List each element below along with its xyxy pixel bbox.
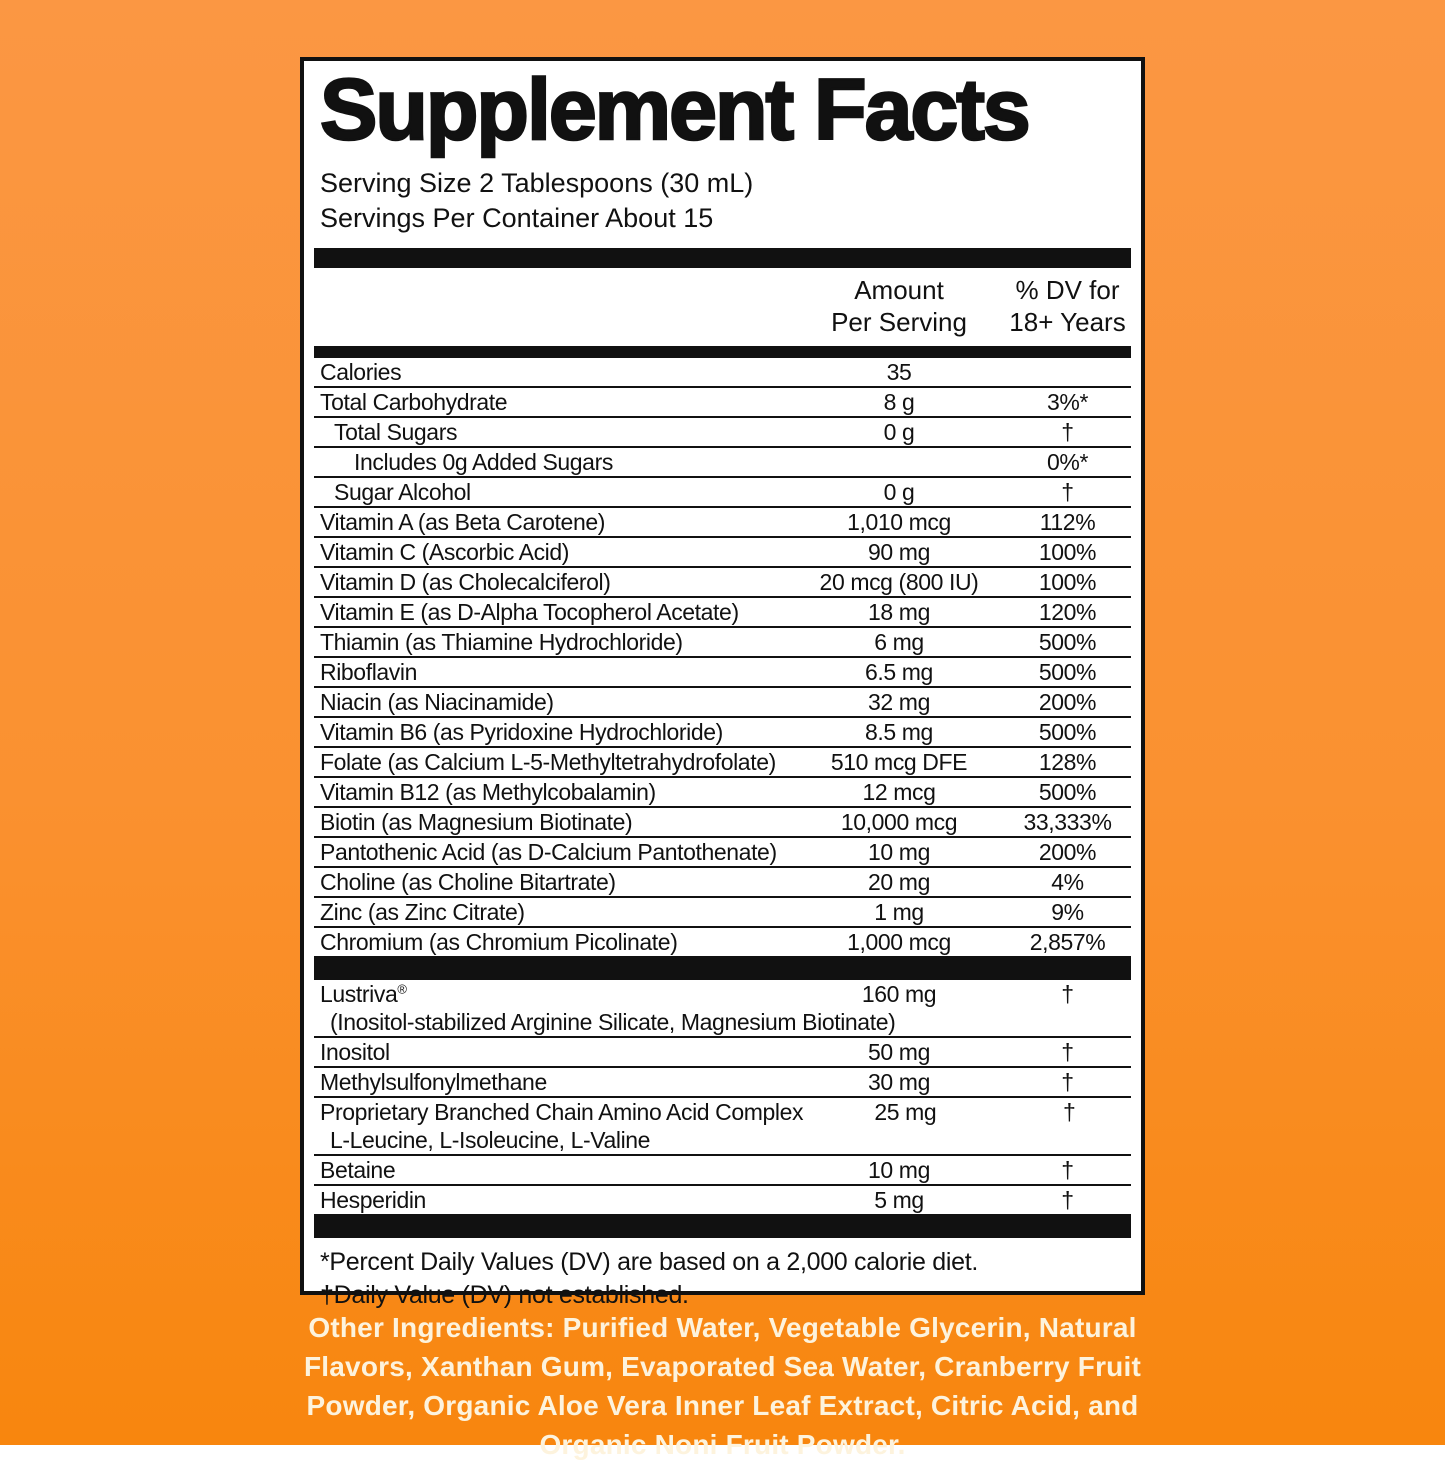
nutrient-name: Lustriva® xyxy=(320,980,407,1007)
column-header-dv xyxy=(1004,274,1131,338)
nutrient-amount: 0 g xyxy=(883,418,915,445)
footnote-percent-dv: *Percent Daily Values (DV) are based on a 2,000 calorie diet. xyxy=(320,1248,978,1277)
nutrient-amount: 0 g xyxy=(883,478,915,505)
nutrient-row xyxy=(314,538,1131,568)
nutrient-row xyxy=(314,688,1131,718)
nutrient-row xyxy=(314,1068,1131,1098)
nutrient-amount: 10 mg xyxy=(868,1156,930,1183)
nutrient-dv: 100% xyxy=(1038,538,1097,565)
nutrient-name: Choline (as Choline Bitartrate) xyxy=(320,868,616,895)
nutrient-amount: 20 mcg (800 IU) xyxy=(819,568,979,595)
trademark-symbol: ® xyxy=(397,981,407,996)
nutrient-amount: 8 g xyxy=(883,388,915,415)
nutrient-row xyxy=(314,980,1131,1038)
divider-bar-top xyxy=(314,248,1131,268)
nutrient-dv: 9% xyxy=(1051,898,1084,925)
nutrient-name: Chromium (as Chromium Picolinate) xyxy=(320,928,678,955)
nutrient-name: Vitamin C (Ascorbic Acid) xyxy=(320,538,570,565)
nutrient-row xyxy=(314,478,1131,508)
nutrient-dv: † xyxy=(1063,1098,1076,1125)
nutrient-name: Sugar Alcohol xyxy=(334,478,471,505)
nutrient-subline: (Inositol-stabilized Arginine Silicate, Magnesium Biotinate) xyxy=(330,1008,896,1035)
nutrient-dv: 100% xyxy=(1038,568,1097,595)
nutrient-name: Vitamin B6 (as Pyridoxine Hydrochloride) xyxy=(320,718,723,745)
nutrient-name: Total Carbohydrate xyxy=(320,388,508,415)
nutrient-amount: 1 mg xyxy=(874,898,924,925)
serving-info xyxy=(314,166,1131,236)
amount-header-line2: Per Serving xyxy=(831,307,967,338)
nutrient-amount: 510 mcg DFE xyxy=(830,748,968,775)
nutrient-subline: L-Leucine, L-Isoleucine, L-Valine xyxy=(330,1126,651,1153)
nutrient-dv: 3%* xyxy=(1047,388,1088,415)
nutrient-dv: † xyxy=(1061,1186,1074,1213)
nutrient-amount: 160 mg xyxy=(861,980,937,1007)
amount-header-line1: Amount xyxy=(854,275,944,306)
divider-bar-header xyxy=(314,346,1131,358)
nutrient-table-extra xyxy=(314,980,1131,1216)
footnotes xyxy=(314,1238,1131,1312)
nutrient-dv: 112% xyxy=(1039,508,1096,535)
nutrient-name: Betaine xyxy=(320,1156,396,1183)
nutrient-dv: 500% xyxy=(1038,628,1097,655)
nutrient-table-main xyxy=(314,358,1131,958)
nutrient-name: Thiamin (as Thiamine Hydrochloride) xyxy=(320,628,683,655)
nutrient-name: Vitamin A (as Beta Carotene) xyxy=(320,508,605,535)
nutrient-amount: 90 mg xyxy=(868,538,930,565)
serving-size-text: Serving Size 2 Tablespoons (30 mL) xyxy=(320,168,754,199)
nutrient-dv: 500% xyxy=(1038,778,1097,805)
nutrient-name: Hesperidin xyxy=(320,1186,426,1213)
nutrient-row xyxy=(314,358,1131,388)
servings-per-container-text: Servings Per Container About 15 xyxy=(320,203,714,234)
nutrient-row xyxy=(314,718,1131,748)
nutrient-amount: 12 mcg xyxy=(862,778,936,805)
column-header-amount xyxy=(794,274,1004,338)
footnote-dagger: †Daily Value (DV) not established. xyxy=(320,1281,689,1310)
nutrient-amount: 8.5 mg xyxy=(865,718,933,745)
nutrient-row xyxy=(314,838,1131,868)
nutrient-row xyxy=(314,658,1131,688)
nutrient-amount: 10 mg xyxy=(868,838,930,865)
nutrient-row xyxy=(314,868,1131,898)
nutrient-row xyxy=(314,628,1131,658)
nutrient-name: Proprietary Branched Chain Amino Acid Complex xyxy=(320,1098,804,1125)
nutrient-dv: † xyxy=(1061,1156,1074,1183)
divider-bar-bottom xyxy=(314,1216,1131,1238)
nutrient-amount: 30 mg xyxy=(868,1068,930,1095)
nutrient-dv: 120% xyxy=(1038,598,1097,625)
nutrient-dv: † xyxy=(1061,478,1074,505)
nutrient-name: Riboflavin xyxy=(320,658,417,685)
divider-bar-middle xyxy=(314,958,1131,980)
nutrient-dv: † xyxy=(1061,1068,1074,1095)
nutrient-dv: 500% xyxy=(1038,658,1097,685)
nutrient-name: Folate (as Calcium L-5-Methyltetrahydrofolate) xyxy=(320,748,776,775)
nutrient-row xyxy=(314,898,1131,928)
supplement-facts-panel xyxy=(300,57,1145,1310)
nutrient-name: Vitamin E (as D-Alpha Tocopherol Acetate) xyxy=(320,598,739,625)
nutrient-name: Niacin (as Niacinamide) xyxy=(320,688,554,715)
nutrient-dv: 500% xyxy=(1038,718,1097,745)
nutrient-row xyxy=(314,1156,1131,1186)
nutrient-row xyxy=(314,568,1131,598)
other-ingredients-text: Other Ingredients: Purified Water, Vegetable Glycerin, Natural Flavors, Xanthan Gum, Evaporated Sea Water, Cranberry Fruit Powder, Organic Aloe Vera Inner Leaf Extract, Citric Acid, and Organic Noni Fruit Powder. xyxy=(304,1312,1141,1460)
nutrient-name: Pantothenic Acid (as D-Calcium Pantothenate) xyxy=(320,838,777,865)
nutrient-dv: † xyxy=(1061,1038,1074,1065)
nutrient-dv: 0%* xyxy=(1047,448,1088,475)
nutrient-dv: † xyxy=(1061,418,1074,445)
nutrient-amount: 35 xyxy=(886,358,912,385)
nutrient-row xyxy=(314,778,1131,808)
nutrient-row xyxy=(314,598,1131,628)
nutrient-amount: 5 mg xyxy=(874,1186,924,1213)
nutrient-dv: † xyxy=(1061,980,1074,1007)
nutrient-amount: 10,000 mcg xyxy=(840,808,958,835)
nutrient-row xyxy=(314,808,1131,838)
nutrient-row xyxy=(314,1098,1131,1156)
nutrient-row xyxy=(314,1186,1131,1216)
nutrient-dv: 2,857% xyxy=(1029,928,1106,955)
nutrient-amount: 20 mg xyxy=(868,868,930,895)
nutrient-name: Includes 0g Added Sugars xyxy=(354,448,613,475)
nutrient-row xyxy=(314,1038,1131,1068)
nutrient-amount: 1,000 mcg xyxy=(847,928,951,955)
nutrient-amount: 6.5 mg xyxy=(865,658,933,685)
nutrient-amount: 18 mg xyxy=(868,598,930,625)
nutrient-dv: 200% xyxy=(1038,838,1097,865)
column-header-row xyxy=(314,268,1131,346)
nutrient-name: Vitamin D (as Cholecalciferol) xyxy=(320,568,611,595)
nutrient-row xyxy=(314,508,1131,538)
nutrient-dv: 200% xyxy=(1038,688,1097,715)
nutrient-amount: 6 mg xyxy=(874,628,924,655)
nutrient-row xyxy=(314,928,1131,958)
dv-header-line2: 18+ Years xyxy=(1009,307,1126,338)
nutrient-dv: 128% xyxy=(1038,748,1097,775)
nutrient-name: Zinc (as Zinc Citrate) xyxy=(320,898,525,925)
nutrient-row xyxy=(314,418,1131,448)
nutrient-name: Calories xyxy=(320,358,402,385)
nutrient-name: Methylsulfonylmethane xyxy=(320,1068,547,1095)
nutrient-name: Biotin (as Magnesium Biotinate) xyxy=(320,808,633,835)
nutrient-name: Total Sugars xyxy=(334,418,458,445)
nutrient-row xyxy=(314,448,1131,478)
nutrient-name: Vitamin B12 (as Methylcobalamin) xyxy=(320,778,656,805)
dv-header-line1: % DV for xyxy=(1015,275,1120,306)
nutrient-amount: 25 mg xyxy=(874,1098,937,1125)
nutrient-amount: 32 mg xyxy=(868,688,930,715)
nutrient-amount: 1,010 mcg xyxy=(847,508,951,535)
panel-title: Supplement Facts xyxy=(320,62,1029,158)
nutrient-row xyxy=(314,748,1131,778)
nutrient-name: Inositol xyxy=(320,1038,390,1065)
nutrient-dv: 4% xyxy=(1051,868,1084,895)
nutrient-amount: 50 mg xyxy=(868,1038,930,1065)
nutrient-row xyxy=(314,388,1131,418)
nutrient-dv: 33,333% xyxy=(1023,808,1112,835)
